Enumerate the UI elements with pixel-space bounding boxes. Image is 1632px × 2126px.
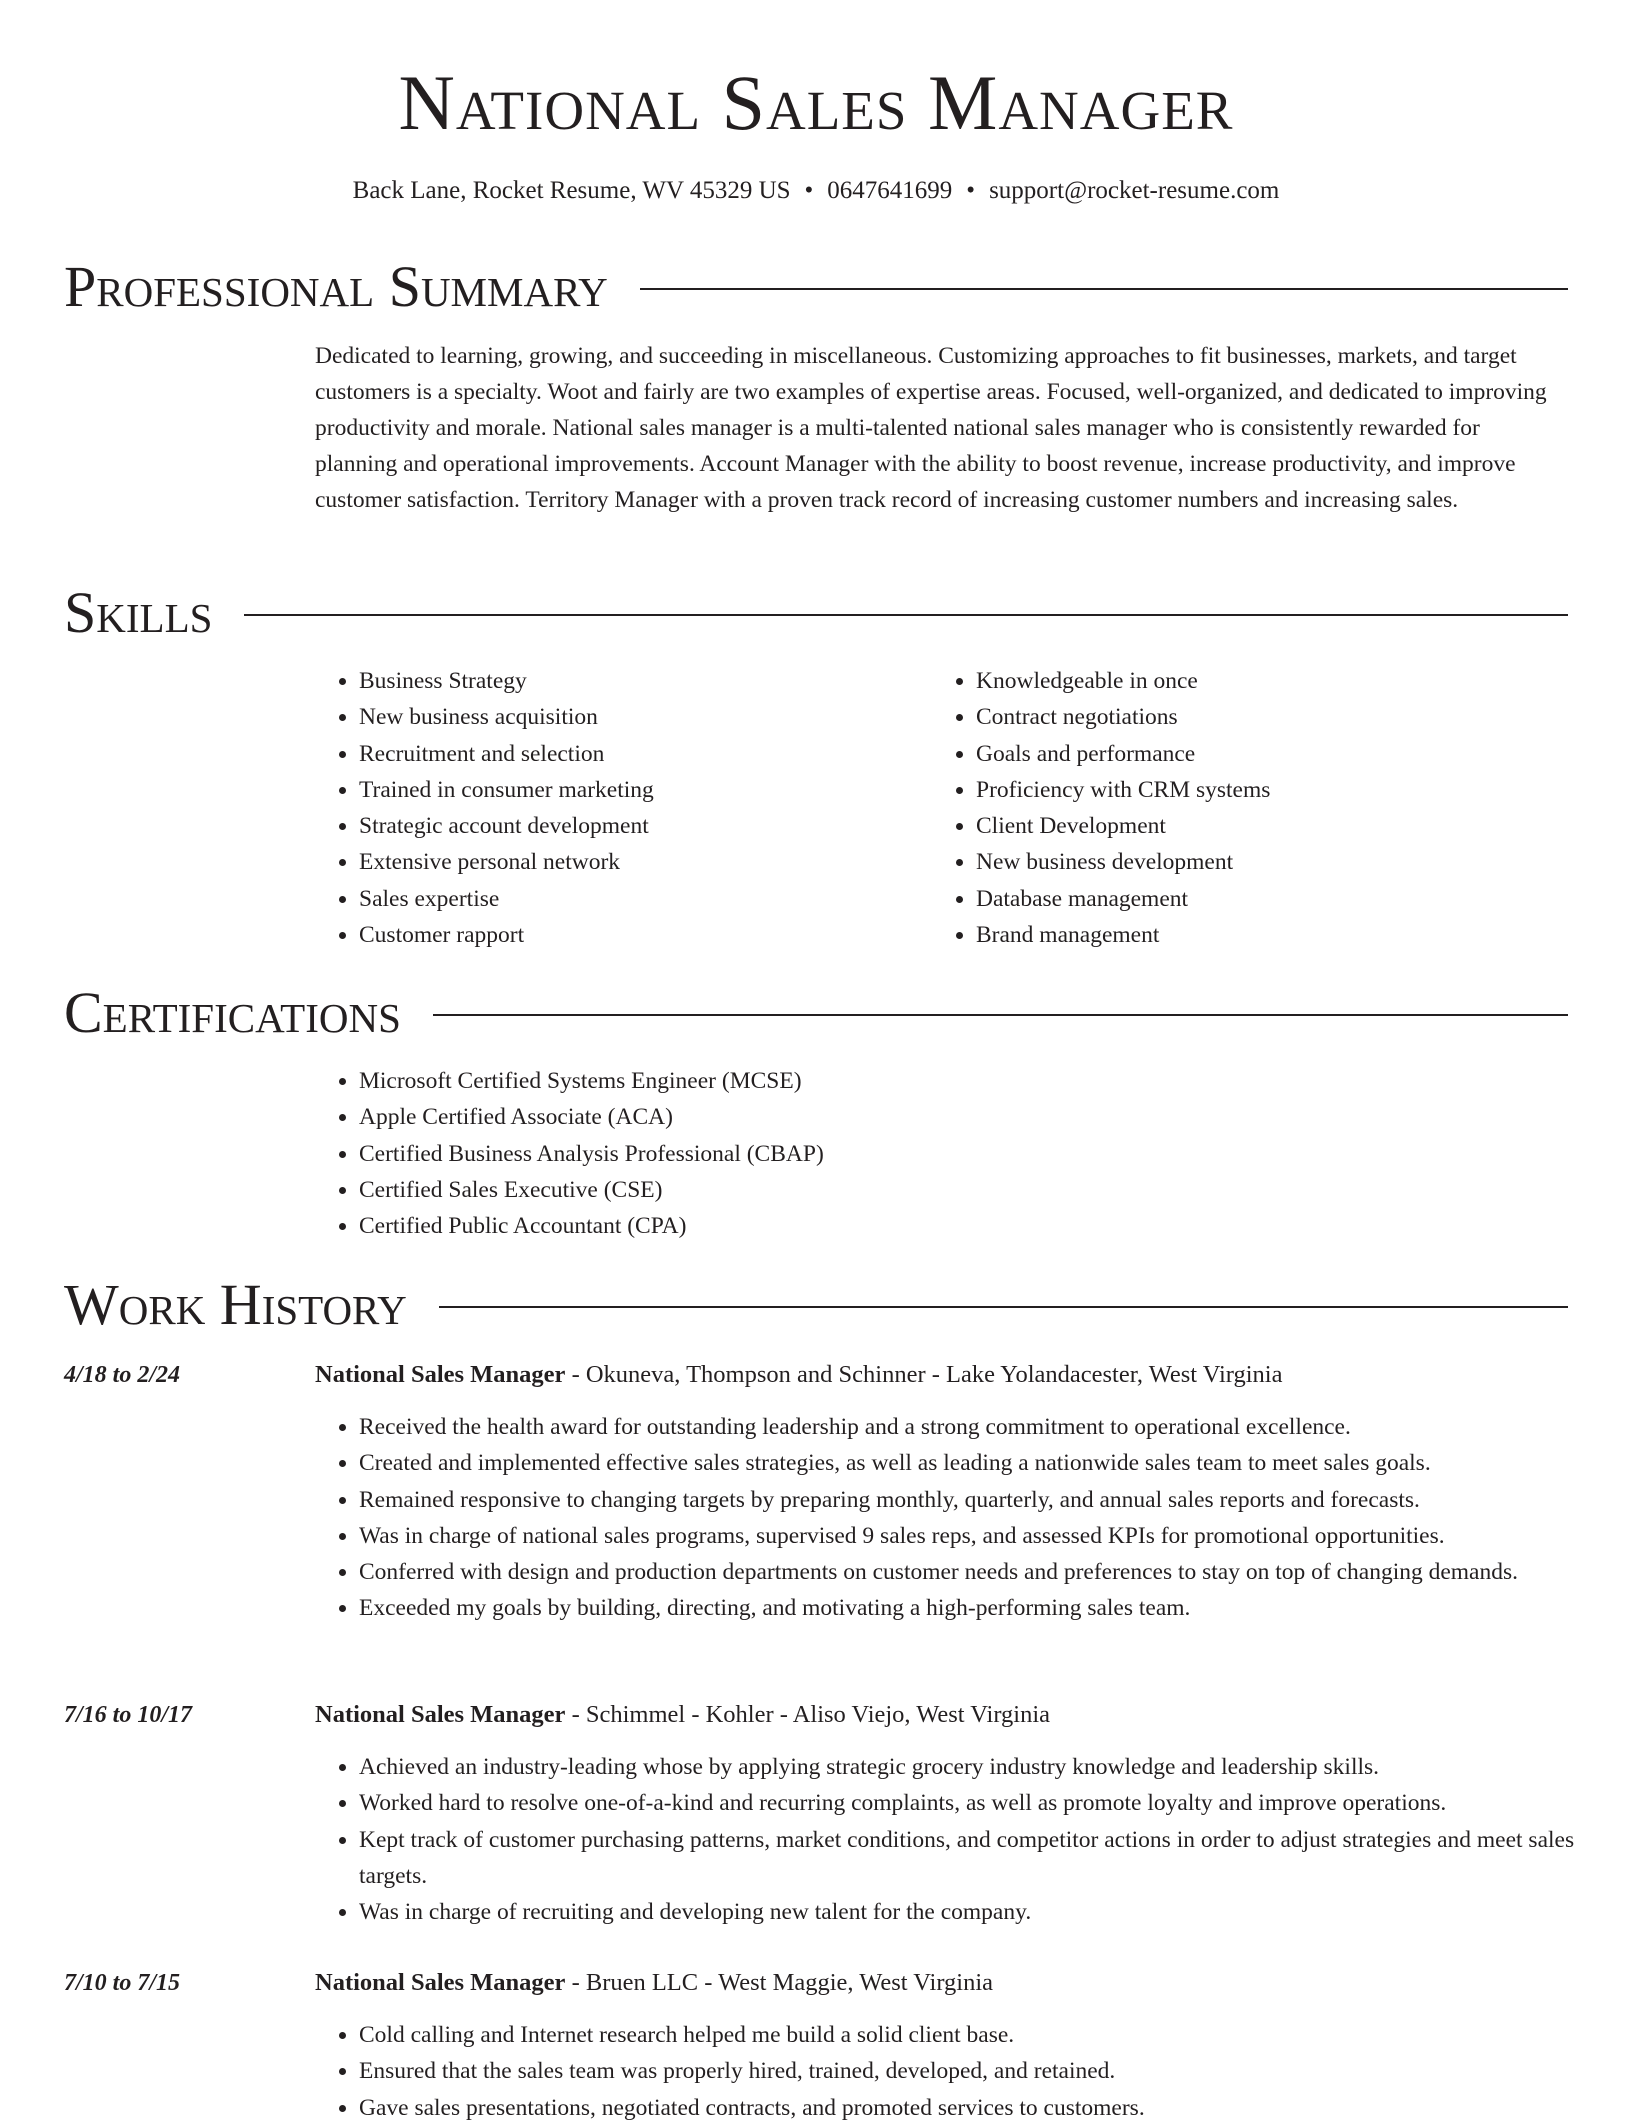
job-bullet: • Achieved an industry-leading whose by applying strategic grocery industry knowledge and leadership skills. bbox=[359, 1749, 1604, 1785]
skills-section-header bbox=[64, 580, 1568, 646]
job-bullet: • Received the health award for outstanding leadership and a strong commitment to operational excellence. bbox=[359, 1409, 1604, 1445]
certification-item: • Certified Public Accountant (CPA) bbox=[359, 1208, 824, 1244]
skill-item: • Business Strategy bbox=[359, 663, 654, 699]
job-bullet: • Ensured that the sales team was properly hired, trained, developed, and retained. bbox=[359, 2053, 1604, 2089]
skill-item: • Knowledgeable in once bbox=[976, 663, 1270, 699]
section-divider bbox=[640, 288, 1568, 290]
skills-section-title: Skills bbox=[64, 580, 213, 645]
certification-item: • Certified Sales Executive (CSE) bbox=[359, 1172, 824, 1208]
job-title-line bbox=[315, 1966, 993, 2000]
skill-item: • Brand management bbox=[976, 917, 1270, 953]
certification-item: • Apple Certified Associate (ACA) bbox=[359, 1099, 824, 1135]
skill-item: • Recruitment and selection bbox=[359, 736, 654, 772]
skill-item: • Sales expertise bbox=[359, 881, 654, 917]
job-bullet: • Kept track of customer purchasing patterns, market conditions, and competitor actions in order to adjust strategies and meet sales targets. bbox=[359, 1822, 1604, 1895]
skill-item: • Customer rapport bbox=[359, 917, 654, 953]
job-bullet: • Gave sales presentations, negotiated contracts, and promoted services to customers. bbox=[359, 2090, 1604, 2126]
skill-item: • Contract negotiations bbox=[976, 699, 1270, 735]
certifications-section-title: Certifications bbox=[64, 980, 401, 1045]
certification-item: • Microsoft Certified Systems Engineer (MCSE) bbox=[359, 1063, 824, 1099]
skill-item: • New business development bbox=[976, 844, 1270, 880]
job-employer-location: - Okuneva, Thompson and Schinner - Lake Yolandacester, West Virginia bbox=[565, 1361, 1283, 1388]
work-history-section-title: Work History bbox=[64, 1272, 407, 1337]
skill-item: • Proficiency with CRM systems bbox=[976, 772, 1270, 808]
certification-item: • Certified Business Analysis Professional (CBAP) bbox=[359, 1136, 824, 1172]
skill-item: • New business acquisition bbox=[359, 699, 654, 735]
contact-email: support@rocket-resume.com bbox=[989, 177, 1280, 204]
job-role: National Sales Manager bbox=[315, 1969, 566, 1996]
job-bullet: • Cold calling and Internet research helped me build a solid client base. bbox=[359, 2017, 1604, 2053]
skills-list-left bbox=[315, 663, 654, 953]
job-bullet-list bbox=[315, 1409, 1604, 1627]
skill-item: • Goals and performance bbox=[976, 736, 1270, 772]
job-employer-location: - Schimmel - Kohler - Aliso Viejo, West Virginia bbox=[565, 1701, 1051, 1728]
contact-separator: • bbox=[804, 177, 814, 204]
section-divider bbox=[244, 614, 1568, 616]
job-title-line bbox=[315, 1358, 1283, 1392]
certifications-section-header bbox=[64, 980, 1568, 1046]
contact-line bbox=[0, 174, 1632, 208]
job-dates: 4/18 to 2/24 bbox=[64, 1362, 181, 1388]
job-title-line bbox=[315, 1698, 1050, 1732]
skill-item: • Trained in consumer marketing bbox=[359, 772, 654, 808]
summary-text: Dedicated to learning, growing, and succeeding in miscellaneous. Customizing approaches to fit businesses, markets, and target customers is a specialty. Woot and fairly are two examples of expertise areas. Focused, well-organized, and dedicated to improving productivity and morale. National sales manager is a multi-talented national sales manager who is consistently rewarded for planning and operational improvements. Account Manager with the ability to boost revenue, increase productivity, and improve customer satisfaction. Territory Manager with a proven track record of increasing customer numbers and increasing sales. bbox=[315, 343, 1547, 513]
contact-address: Back Lane, Rocket Resume, WV 45329 US bbox=[352, 177, 791, 204]
summary-section-title: Professional Summary bbox=[64, 254, 608, 319]
job-dates: 7/16 to 10/17 bbox=[64, 1702, 193, 1728]
resume-name: National Sales Manager bbox=[398, 59, 1234, 146]
contact-phone: 0647641699 bbox=[827, 177, 953, 204]
work-history-section-header bbox=[64, 1272, 1568, 1338]
job-bullet: • Remained responsive to changing targets by preparing monthly, quarterly, and annual sales reports and forecasts. bbox=[359, 1482, 1604, 1518]
job-bullet: • Exceeded my goals by building, directing, and motivating a high-performing sales team. bbox=[359, 1590, 1604, 1626]
job-bullet-list bbox=[315, 1749, 1604, 1930]
job-role: National Sales Manager bbox=[315, 1361, 566, 1388]
section-divider bbox=[433, 1014, 1568, 1016]
certifications-list bbox=[315, 1063, 824, 1244]
job-bullet-list bbox=[315, 2017, 1604, 2126]
skill-item: • Client Development bbox=[976, 808, 1270, 844]
job-bullet: • Was in charge of national sales programs, supervised 9 sales reps, and assessed KPIs for promotional opportunities. bbox=[359, 1518, 1604, 1554]
section-divider bbox=[439, 1306, 1568, 1308]
job-bullet: • Was in charge of recruiting and developing new talent for the company. bbox=[359, 1894, 1604, 1930]
job-dates: 7/10 to 7/15 bbox=[64, 1970, 181, 1996]
job-bullet: • Conferred with design and production departments on customer needs and preferences to stay on top of changing demands. bbox=[359, 1554, 1604, 1590]
job-bullet: • Created and implemented effective sales strategies, as well as leading a nationwide sales team to meet sales goals. bbox=[359, 1445, 1604, 1481]
job-bullet: • Worked hard to resolve one-of-a-kind and recurring complaints, as well as promote loyalty and improve operations. bbox=[359, 1785, 1604, 1821]
summary-section-header bbox=[64, 254, 1568, 320]
skill-item: • Database management bbox=[976, 881, 1270, 917]
skill-item: • Strategic account development bbox=[359, 808, 654, 844]
skill-item: • Extensive personal network bbox=[359, 844, 654, 880]
skills-list-right bbox=[932, 663, 1270, 953]
contact-separator: • bbox=[966, 177, 976, 204]
job-employer-location: - Bruen LLC - West Maggie, West Virginia bbox=[565, 1969, 994, 1996]
job-role: National Sales Manager bbox=[315, 1701, 566, 1728]
